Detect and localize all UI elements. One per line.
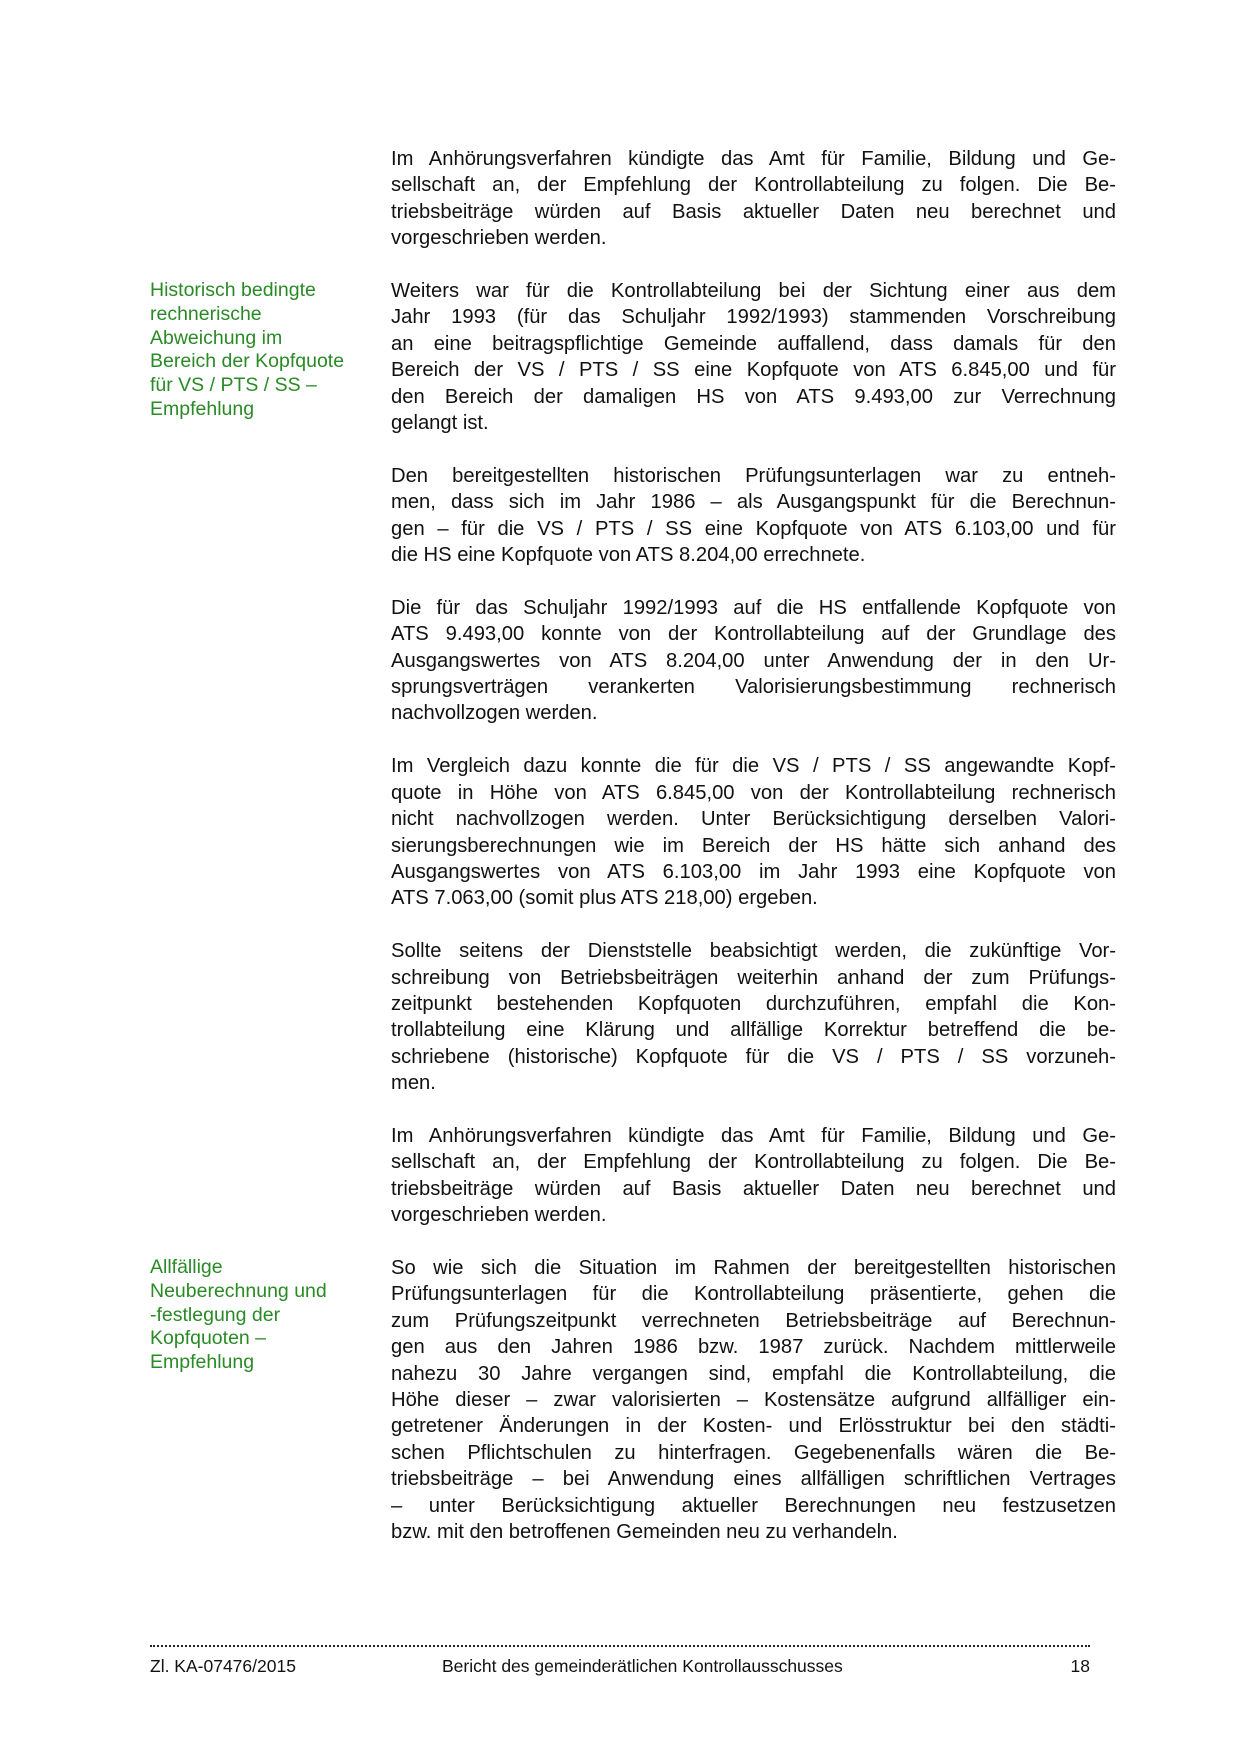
- paragraph-line: gelangt ist.: [391, 412, 489, 435]
- paragraph: [391, 278, 1116, 436]
- paragraph-line: Den bereitgestellten historischen Prüfungsunterlagen war zu entneh-: [391, 464, 1116, 487]
- section: [150, 938, 1116, 1096]
- margin-note-line: Empfehlung: [150, 398, 255, 420]
- paragraph-line: den Bereich der damaligen HS von ATS 9.493,00 zur Verrechnung: [391, 385, 1116, 408]
- paragraph-line: bzw. mit den betroffenen Gemeinden neu zu verhandeln.: [391, 1521, 898, 1544]
- margin-note-line: Allfällige: [150, 1255, 223, 1278]
- margin-note-line: Bereich der Kopfquote: [150, 350, 345, 373]
- paragraph-line: zum Prüfungszeitpunkt verrechneten Betriebsbeiträge auf Berechnun-: [391, 1309, 1116, 1332]
- margin-note: [150, 463, 391, 569]
- paragraph-line: sellschaft an, der Empfehlung der Kontrollabteilung zu folgen. Die Be-: [391, 1151, 1116, 1174]
- paragraph-line: Bereich der VS / PTS / SS eine Kopfquote von ATS 6.845,00 und für: [391, 359, 1116, 382]
- margin-note: [150, 595, 391, 727]
- paragraph-line: men.: [391, 1072, 436, 1095]
- paragraph-line: schriebene (historische) Kopfquote für die VS / PTS / SS vorzuneh-: [391, 1045, 1116, 1068]
- section: [150, 146, 1116, 252]
- paragraph: [391, 1255, 1116, 1545]
- section: [150, 595, 1116, 727]
- margin-note-line: Kopfquoten –: [150, 1327, 267, 1350]
- paragraph-line: trollabteilung eine Klärung und allfällige Korrektur betreffend die be-: [391, 1019, 1116, 1042]
- section: [150, 1123, 1116, 1229]
- margin-note: [150, 938, 391, 1096]
- paragraph-line: Im Anhörungsverfahren kündigte das Amt für Familie, Bildung und Ge-: [391, 148, 1116, 170]
- paragraph-line: Im Vergleich dazu konnte die für die VS / PTS / SS angewandte Kopf-: [391, 755, 1116, 778]
- paragraph-line: Weiters war für die Kontrollabteilung bei der Sichtung einer aus dem: [391, 280, 1116, 303]
- paragraph-line: triebsbeiträge würden auf Basis aktueller Daten neu berechnet und: [391, 1177, 1116, 1200]
- footer-divider: [150, 1645, 1090, 1647]
- paragraph-line: gen – für die VS / PTS / SS eine Kopfquote von ATS 6.103,00 und für: [391, 517, 1116, 540]
- paragraph: [391, 146, 1116, 252]
- paragraph-line: nachvollzogen werden.: [391, 702, 598, 725]
- section: [150, 278, 1116, 436]
- paragraph: [391, 595, 1116, 727]
- margin-note: [150, 753, 391, 911]
- paragraph-line: Höhe dieser – zwar valorisierten – Kostensätze aufgrund allfälliger ein-: [391, 1388, 1116, 1411]
- margin-note-line: Empfehlung: [150, 1351, 255, 1374]
- margin-note-line: für VS / PTS / SS –: [150, 374, 317, 397]
- paragraph: [391, 1123, 1116, 1229]
- page-footer: [150, 1656, 1090, 1677]
- paragraph: [391, 463, 1116, 569]
- paragraph-line: schen Pflichtschulen zu hinterfragen. Gegebenenfalls wären die Be-: [391, 1441, 1116, 1464]
- paragraph-line: men, dass sich im Jahr 1986 – als Ausgangspunkt für die Berechnun-: [391, 491, 1116, 514]
- paragraph-line: sellschaft an, der Empfehlung der Kontrollabteilung zu folgen. Die Be-: [391, 174, 1116, 197]
- paragraph-line: So wie sich die Situation im Rahmen der bereitgestellten historischen: [391, 1256, 1116, 1279]
- footer-title: Bericht des gemeinderätlichen Kontrollausschusses: [442, 1656, 843, 1676]
- section: [150, 1255, 1116, 1545]
- margin-note: [150, 1123, 391, 1229]
- paragraph-line: Prüfungsunterlagen für die Kontrollabteilung präsentierte, gehen die: [391, 1283, 1116, 1306]
- paragraph-line: sierungsberechnungen wie im Bereich der HS hätte sich anhand des: [391, 834, 1116, 857]
- margin-note: [150, 1255, 391, 1545]
- section: [150, 463, 1116, 569]
- margin-note: [150, 278, 391, 436]
- paragraph-line: die HS eine Kopfquote von ATS 8.204,00 errechnete.: [391, 544, 866, 567]
- document-body: [150, 146, 1116, 1572]
- paragraph-line: Ausgangswertes von ATS 6.103,00 im Jahr 1993 eine Kopfquote von: [391, 860, 1116, 883]
- paragraph-line: quote in Höhe von ATS 6.845,00 von der Kontrollabteilung rechnerisch: [391, 781, 1116, 804]
- paragraph-line: gen aus den Jahren 1986 bzw. 1987 zurück. Nachdem mittlerweile: [391, 1336, 1116, 1359]
- paragraph-line: nicht nachvollzogen werden. Unter Berücksichtigung derselben Valori-: [391, 808, 1116, 831]
- paragraph-line: Die für das Schuljahr 1992/1993 auf die HS entfallende Kopfquote von: [391, 596, 1116, 619]
- paragraph-line: getretener Änderungen in der Kosten- und Erlösstruktur bei den städti-: [391, 1415, 1116, 1438]
- section: [150, 753, 1116, 911]
- margin-note-line: rechnerische: [150, 302, 262, 325]
- paragraph-line: vorgeschrieben werden.: [391, 227, 607, 250]
- paragraph: [391, 753, 1116, 911]
- paragraph-line: schreibung von Betriebsbeiträgen weiterhin anhand der zum Prüfungs-: [391, 966, 1116, 989]
- paragraph-line: vorgeschrieben werden.: [391, 1204, 607, 1227]
- margin-note-line: -festlegung der: [150, 1303, 281, 1326]
- paragraph-line: Jahr 1993 (für das Schuljahr 1992/1993) stammenden Vorschreibung: [391, 306, 1116, 329]
- margin-note-line: Neuberechnung und: [150, 1279, 327, 1302]
- paragraph-line: ATS 9.493,00 konnte von der Kontrollabteilung auf der Grundlage des: [391, 623, 1116, 646]
- margin-note-line: Abweichung im: [150, 326, 283, 349]
- paragraph-line: an eine beitragspflichtige Gemeinde auffallend, dass damals für den: [391, 332, 1116, 355]
- paragraph-line: – unter Berücksichtigung aktueller Berechnungen neu festzusetzen: [391, 1494, 1116, 1517]
- paragraph-line: Ausgangswertes von ATS 8.204,00 unter Anwendung der in den Ur-: [391, 649, 1116, 672]
- margin-note: [150, 146, 391, 252]
- page-number: 18: [1070, 1656, 1090, 1676]
- paragraph-line: triebsbeiträge – bei Anwendung eines allfälligen schriftlichen Vertrages: [391, 1468, 1116, 1491]
- paragraph-line: ATS 7.063,00 (somit plus ATS 218,00) ergeben.: [391, 887, 818, 910]
- paragraph-line: nahezu 30 Jahre vergangen sind, empfahl die Kontrollabteilung, die: [391, 1362, 1116, 1385]
- footer-reference: Zl. KA-07476/2015: [150, 1656, 296, 1676]
- paragraph-line: Sollte seitens der Dienststelle beabsichtigt werden, die zukünftige Vor-: [391, 940, 1116, 963]
- paragraph-line: triebsbeiträge würden auf Basis aktueller Daten neu berechnet und: [391, 200, 1116, 223]
- paragraph-line: zeitpunkt bestehenden Kopfquoten durchzuführen, empfahl die Kon-: [391, 992, 1116, 1015]
- paragraph-line: sprungsverträgen verankerten Valorisierungsbestimmung rechnerisch: [391, 676, 1116, 699]
- paragraph-line: Im Anhörungsverfahren kündigte das Amt für Familie, Bildung und Ge-: [391, 1124, 1116, 1147]
- paragraph: [391, 938, 1116, 1096]
- margin-note-line: Historisch bedingte: [150, 279, 316, 302]
